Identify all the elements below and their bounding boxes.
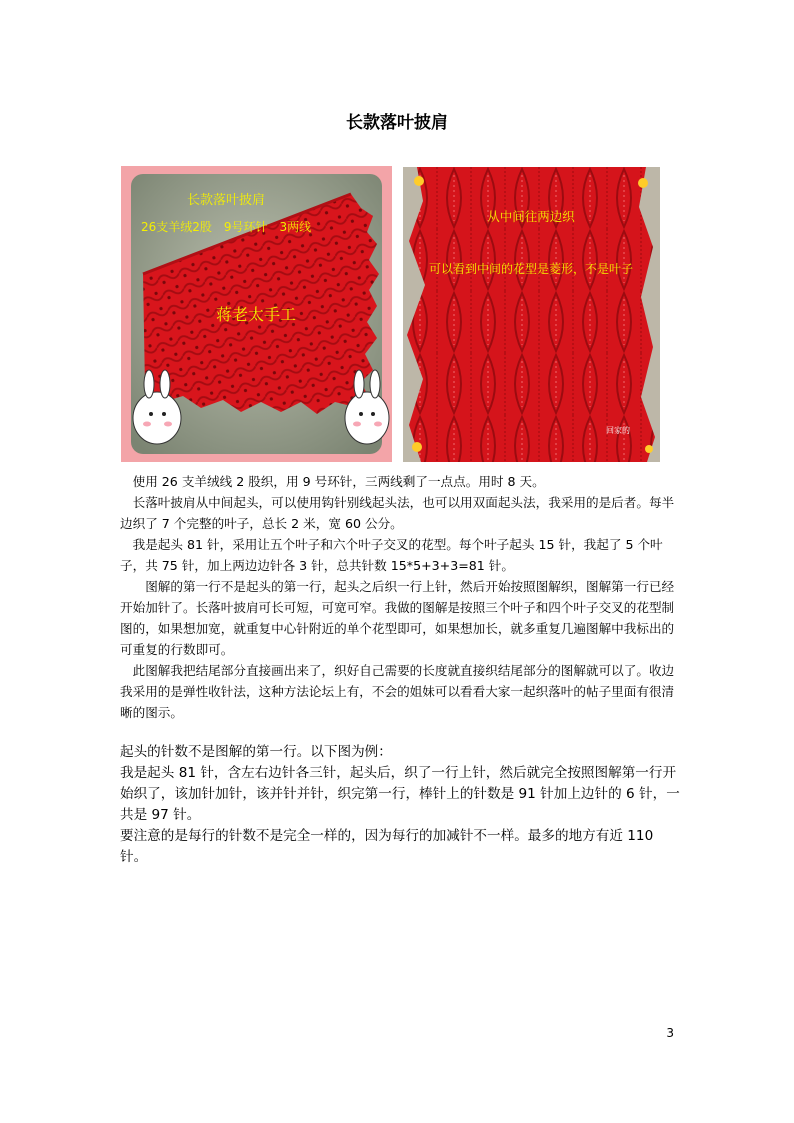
paragraph-finishing: 此图解我把结尾部分直接画出来了，织好自己需要的长度就直接织结尾部分的图解就可以了。收边我采用的是弹性收针法，这种方法论坛上有，不会的姐妹可以看看大家一起织落叶的帖子里面有很清晰的图示。 — [120, 663, 675, 720]
photo-caption-direction: 从中间往两边织 — [487, 209, 575, 224]
paragraph-cast-on-note: 起头的针数不是图解的第一行。以下图为例： — [120, 744, 392, 760]
shawl-photo-right — [403, 167, 660, 462]
photo-caption-materials: 26支羊绒2股 9号环针 3两线 — [141, 220, 312, 234]
photo-caption-author: 蒋老太手工 — [215, 305, 297, 324]
page-title: 长款落叶披肩 — [346, 113, 448, 133]
page-number: 3 — [666, 1026, 674, 1040]
photo-caption-pattern-note: 可以看到中间的花型是菱形，不是叶子 — [428, 262, 634, 276]
photo-watermark: 回家的 — [606, 426, 630, 435]
paragraph-cast-on: 长落叶披肩从中间起头，可以使用钩针别线起头法，也可以用双面起头法，我采用的是后者。每半边织了 7 个完整的叶子，总长 2 米，宽 60 公分。 — [120, 495, 675, 531]
paragraph-stitch-count: 我是起头 81 针，采用让五个叶子和六个叶子交叉的花型。每个叶子起头 15 针，我起了 5 个叶子，共 75 针，加上两边边针各 3 针，总共针数 15*5+3+3=81 针。 — [120, 537, 663, 573]
paragraph-example: 我是起头 81 针，含左右边针各三针，起头后，织了一行上针，然后就完全按照图解第一行开始织了，该加针加针，该并针并针，织完第一行，棒针上的针数是 91 针加上边针的 6 针，一共是 97 针。 — [120, 765, 680, 823]
paragraph-warning: 要注意的是每行的针数不是完全一样的，因为每行的加减针不一样。最多的地方有近 110 针。 — [120, 828, 654, 865]
paragraph-materials: 使用 26 支羊绒线 2 股织，用 9 号环针，三两线剩了一点点。用时 8 天。 — [120, 474, 545, 489]
paragraph-chart-notes: 图解的第一行不是起头的第一行，起头之后织一行上针，然后开始按照图解织，图解第一行已经开始加针了。长落叶披肩可长可短，可宽可窄。我做的图解是按照三个叶子和四个叶子交叉的花型制图的，如果想加宽，就重复中心针附近的单个花型即可，如果想加长，就多重复几遍图解中我标出的可重复的行数即可。 — [120, 579, 675, 657]
shawl-photo-left — [121, 166, 392, 462]
photo-caption-title: 长款落叶披肩 — [186, 193, 266, 208]
